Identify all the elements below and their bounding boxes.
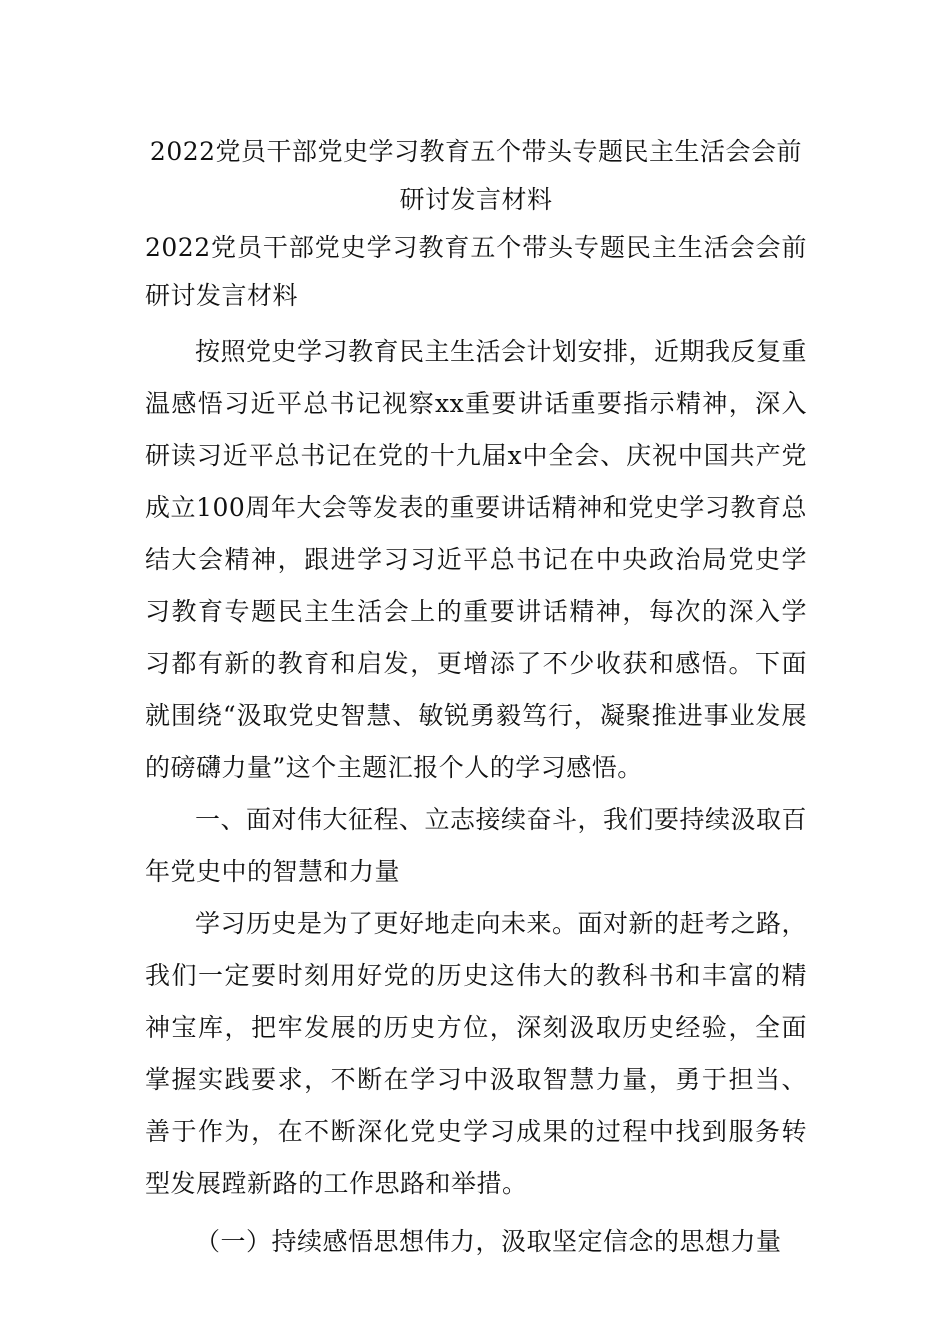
document-body xyxy=(145,128,807,1268)
section-one-paragraph: 学习历史是为了更好地走向未来。面对新的赶考之路，我们一定要时刻用好党的历史这伟大的教科书和丰富的精神宝库，把牢发展的历史方位，深刻汲取历史经验，全面掌握实践要求，不断在学习中汲取智慧力量，勇于担当、善于作为，在不断深化党史学习成果的过程中找到服务转型发展蹚新路的工作思路和举措。 xyxy=(145,909,808,1198)
document-title: 2022党员干部党史学习教育五个带头专题民主生活会会前研讨发言材料 xyxy=(149,137,803,214)
intro-paragraph: 按照党史学习教育民主生活会计划安排，近期我反复重温感悟习近平总书记视察xx重要讲话重要指示精神，深入研读习近平总书记在党的十九届x中全会、庆祝中国共产党成立100周年大会等发表的重要讲话精神和党史学习教育总结大会精神，跟进学习习近平总书记在中央政治局党史学习教育专题民主生活会上的重要讲话精神，每次的深入学习都有新的教育和启发，更增添了不少收获和感悟。下面就围绕“汲取党史智慧、敏锐勇毅笃行，凝聚推进事业发展的磅礴力量”这个主题汇报个人的学习感悟。 xyxy=(145,337,808,782)
subsection-heading: （一）持续感悟思想伟力，汲取坚定信念的思想力量 xyxy=(195,1227,782,1256)
document-subtitle: 2022党员干部党史学习教育五个带头专题民主生活会会前研讨发言材料 xyxy=(145,233,807,310)
section-one-heading: 一、面对伟大征程、立志接续奋斗，我们要持续汲取百年党史中的智慧和力量 xyxy=(145,805,808,886)
